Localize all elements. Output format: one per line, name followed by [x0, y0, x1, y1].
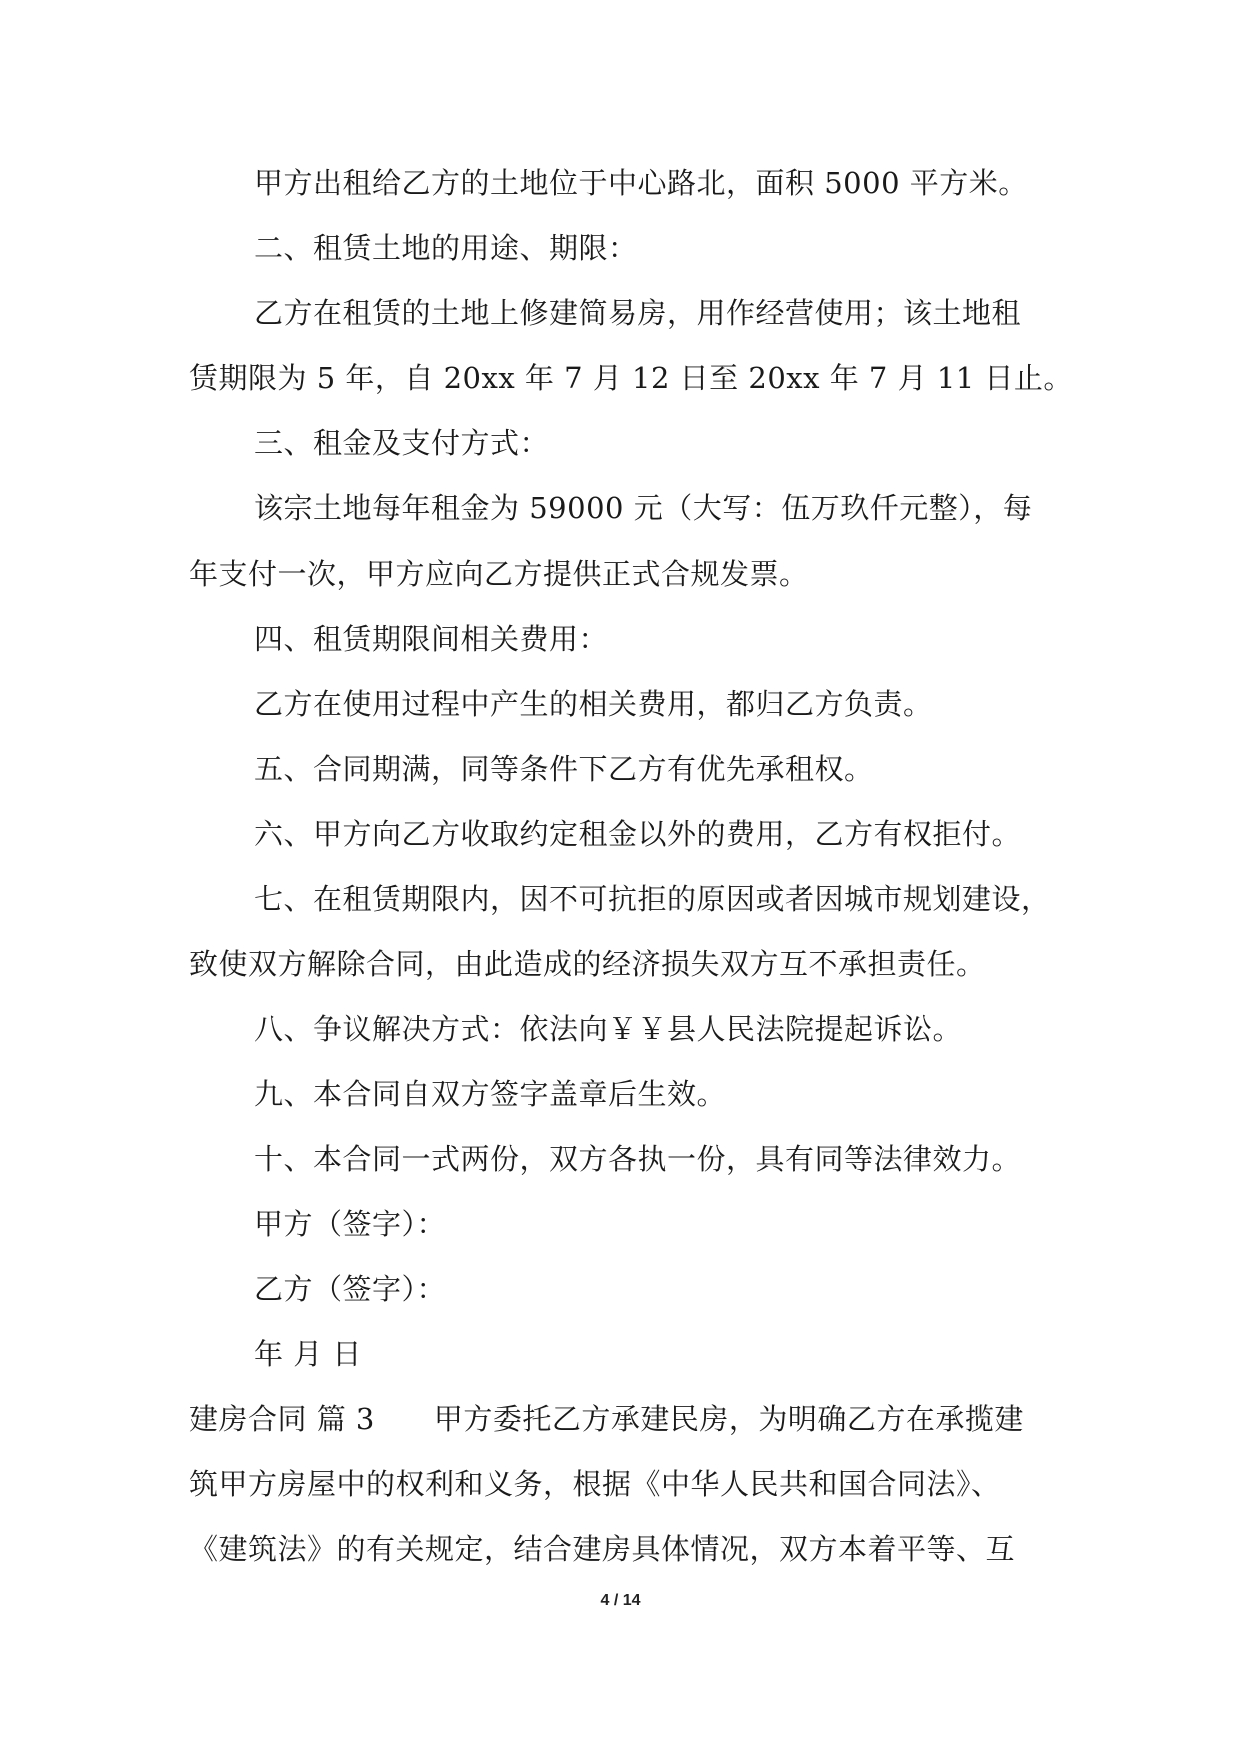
party-b-signature-line: 乙方（签字）： — [254, 1272, 447, 1306]
clause-line: 六、甲方向乙方收取约定租金以外的费用，乙方有权拒付。 — [254, 817, 1022, 851]
text-line: 该宗土地每年租金为 59000 元（大写：伍万玖仟元整），每 — [254, 491, 1033, 525]
clause-line: 八、争议解决方式：依法向￥￥县人民法院提起诉讼。 — [254, 1012, 963, 1046]
section-heading: 四、租赁期限间相关费用： — [254, 622, 609, 656]
text-line: 年支付一次，甲方应向乙方提供正式合规发票。 — [189, 557, 809, 591]
text-line: 甲方出租给乙方的土地位于中心路北，面积 5000 平方米。 — [254, 166, 1028, 200]
section-heading: 二、租赁土地的用途、期限： — [254, 231, 638, 265]
text-line: 《建筑法》的有关规定，结合建房具体情况，双方本着平等、互 — [189, 1532, 1016, 1566]
text-line: 赁期限为 5 年，自 20xx 年 7 月 12 日至 20xx 年 7 月 11 日止。 — [189, 361, 1073, 395]
clause-line: 七、在租赁期限内，因不可抗拒的原因或者因城市规划建设， — [254, 882, 1051, 916]
clause-line: 九、本合同自双方签字盖章后生效。 — [254, 1077, 727, 1111]
date-line: 年 月 日 — [254, 1337, 362, 1371]
clause-line: 十、本合同一式两份，双方各执一份，具有同等法律效力。 — [254, 1142, 1022, 1176]
contract-heading-line: 建房合同 篇 3 甲方委托乙方承建民房，为明确乙方在承揽建 — [189, 1402, 1024, 1436]
text-line: 乙方在租赁的土地上修建简易房，用作经营使用；该土地租 — [254, 296, 1022, 330]
party-a-signature-line: 甲方（签字）： — [254, 1207, 447, 1241]
text-line: 筑甲方房屋中的权利和义务，根据《中华人民共和国合同法》、 — [189, 1467, 1001, 1501]
text-line: 致使双方解除合同，由此造成的经济损失双方互不承担责任。 — [189, 947, 986, 981]
text-line: 乙方在使用过程中产生的相关费用，都归乙方负责。 — [254, 687, 933, 721]
page-number: 4 / 14 — [600, 1592, 641, 1609]
clause-line: 五、合同期满，同等条件下乙方有优先承租权。 — [254, 752, 874, 786]
section-heading: 三、租金及支付方式： — [254, 426, 550, 460]
